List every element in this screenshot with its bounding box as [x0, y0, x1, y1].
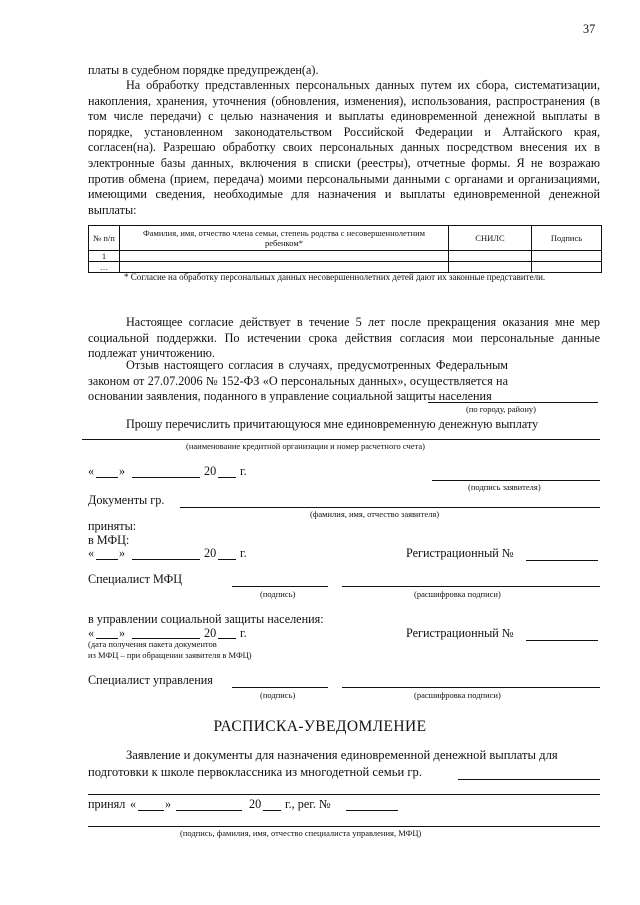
page-number: 37 [583, 22, 596, 36]
receipt-date-caption-1: (дата получения пакета документов [88, 639, 217, 649]
mfc-decode-line[interactable] [342, 586, 600, 587]
receipt-reg-number-line[interactable] [346, 810, 398, 811]
year-line[interactable] [218, 638, 236, 639]
applicant-fio-caption: (фамилия, имя, отчество заявителя) [310, 509, 440, 519]
receipt-date-caption-2: из МФЦ – при обращении заявителя в МФЦ) [88, 650, 252, 660]
table-header-name: Фамилия, имя, отчество члена семьи, степень родства с несовершеннолетним ребенком* [120, 226, 449, 251]
applicant-signature-caption: (подпись заявителя) [468, 482, 541, 492]
table-cell-signature[interactable] [532, 251, 602, 262]
month-line[interactable] [132, 559, 200, 560]
dept-reg-number-line[interactable] [526, 640, 598, 641]
credit-org-line[interactable] [82, 439, 600, 440]
table-row [89, 251, 602, 262]
intro-first-line: платы в судебном порядке предупрежден(а). [88, 63, 319, 77]
year-line[interactable] [263, 810, 281, 811]
table-cell-num: 1 [89, 251, 120, 262]
table-header-num: № п/п [89, 226, 120, 251]
bottom-signature-line[interactable] [88, 826, 600, 827]
year-line[interactable] [218, 559, 236, 560]
applicant-signature-line[interactable] [432, 480, 600, 481]
revoke-paragraph: Отзыв настоящего согласия в случаях, предусмотренных Федеральным законом от 27.07.2006 № 152-ФЗ «О персональных данных», осуществляется на основании заявления, поданного в управление социальной защиты населения [88, 358, 508, 404]
footnote: * Согласие на обработку персональных данных несовершеннолетних детей дают их законные представители. [124, 272, 546, 282]
mfc-reg-number-label: Регистрационный № [406, 546, 514, 560]
accepted-label: приняты: [88, 519, 137, 533]
receipt-extra-line[interactable] [88, 794, 600, 795]
day-line[interactable] [96, 559, 118, 560]
family-members-table [88, 225, 602, 273]
dept-signature-caption: (подпись) [260, 690, 296, 700]
social-dept-label: в управлении социальной защиты населения: [88, 612, 324, 626]
consent-paragraph: На обработку представленных персональных данных путем их сбора, систематизации, накопления, хранения, уточнения (обновления, изменения), использования, распространения (в том числе передачи) с целью назначения и выплаты единовременной денежной выплаты в порядке, установленном законодательством Российской Федерации и Алтайского края, согласен(на). Разрешаю обработку своих персональных данных посредством внесения их в электронные базы данных, включения в списки (реестры), отчетные формы. Я не возражаю против обмена (прием, передача) моими персональными данными с органами и организациями, имеющими сведения, необходимые для назначения и выплаты единовременной денежной выплаты: [88, 78, 600, 217]
month-line[interactable] [132, 477, 200, 478]
receipt-title: РАСПИСКА-УВЕДОМЛЕНИЕ [213, 718, 427, 735]
credit-org-caption: (наименование кредитной организации и номер расчетного счета) [186, 441, 425, 451]
dept-decode-caption: (расшифровка подписи) [414, 690, 501, 700]
dept-signature-line[interactable] [232, 687, 328, 688]
table-cell-snils[interactable] [449, 251, 532, 262]
dept-decode-line[interactable] [342, 687, 600, 688]
receipt-text-2: подготовки к школе первоклассника из многодетной семьи гр. [88, 765, 422, 779]
mfc-reg-number-line[interactable] [526, 560, 598, 561]
year-line[interactable] [218, 477, 236, 478]
mfc-specialist-label: Специалист МФЦ [88, 572, 183, 586]
mfc-decode-caption: (расшифровка подписи) [414, 589, 501, 599]
table-cell-name[interactable] [120, 251, 449, 262]
table-header-signature: Подпись [532, 226, 602, 251]
dept-reg-number-label: Регистрационный № [406, 626, 514, 640]
day-line[interactable] [138, 810, 164, 811]
documents-of-label: Документы гр. [88, 493, 165, 507]
bottom-signature-caption: (подпись, фамилия, имя, отчество специалиста управления, МФЦ) [180, 828, 422, 838]
receipt-text-1: Заявление и документы для назначения единовременной денежной выплаты для [126, 748, 558, 762]
day-line[interactable] [96, 477, 118, 478]
table-header-snils: СНИЛС [449, 226, 532, 251]
city-district-caption: (по городу, району) [466, 404, 536, 414]
transfer-request: Прошу перечислить причитающуюся мне единовременную денежную выплату [126, 417, 539, 431]
mfc-signature-caption: (подпись) [260, 589, 296, 599]
applicant-fio-line[interactable] [180, 507, 600, 508]
social-dept-line[interactable] [428, 402, 598, 403]
dept-specialist-label: Специалист управления [88, 673, 213, 687]
month-line[interactable] [176, 810, 242, 811]
in-mfc-label: в МФЦ: [88, 533, 130, 547]
table-cell-num: … [89, 262, 120, 273]
year-reg-label: г., рег. № [285, 797, 331, 811]
accepted-word: принял [88, 797, 126, 811]
mfc-signature-line[interactable] [232, 586, 328, 587]
receipt-fio-line[interactable] [458, 779, 600, 780]
consent-duration-paragraph: Настоящее согласие действует в течение 5 лет после прекращения оказания мне мер социальной поддержки. По истечении срока действия согласия мои персональные данные подлежат уничтожению. [88, 315, 600, 361]
